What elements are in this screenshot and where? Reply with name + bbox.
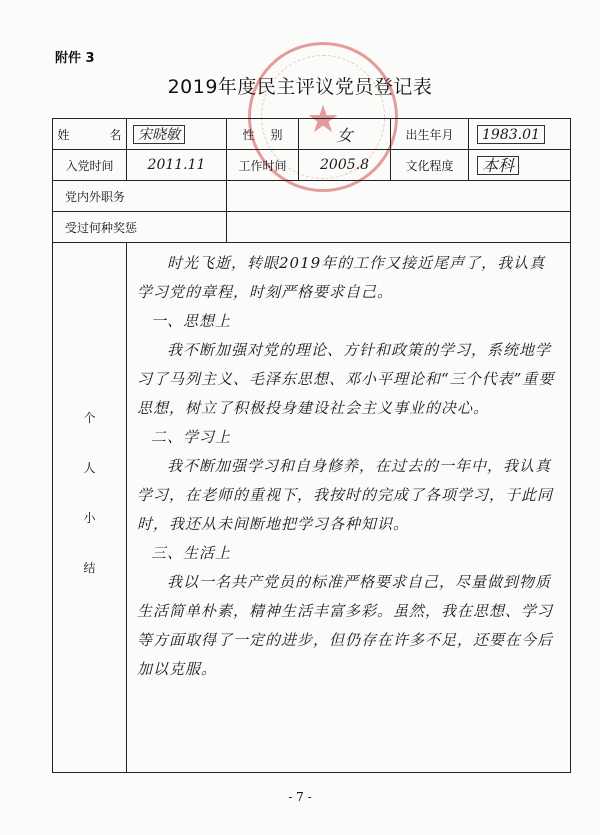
gender-value: 女 [336, 125, 353, 145]
registration-form [52, 118, 571, 773]
positions-label: 党内外职务 [65, 189, 126, 204]
positions-value-cell[interactable] [227, 181, 571, 212]
page-title: 2019年度民主评议党员登记表 [167, 76, 433, 98]
work-label-cell [227, 150, 299, 181]
form-row-positions [53, 181, 571, 212]
summary-label-char: 个 [83, 410, 96, 425]
summary-paragraph: 我不断加强对党的理论、方针和政策的学习，系统地学习了马列主义、毛泽东思想、邓小平理论和“三个代表”重要思想，树立了积极投身建设社会主义事业的决心。 [137, 341, 555, 417]
edu-label-cell [391, 150, 469, 181]
work-value-cell[interactable] [299, 150, 391, 181]
summary-heading: 三、生活上 [151, 544, 232, 562]
positions-label-cell [53, 181, 227, 212]
name-value-cell[interactable] [127, 119, 227, 150]
gender-value-cell[interactable] [299, 119, 391, 150]
seal-star-icon: ★ [305, 97, 341, 141]
form-row-basic [53, 119, 571, 150]
attachment-label: 附件 3 [55, 51, 95, 66]
summary-heading: 一、思想上 [151, 312, 232, 330]
birth-value-cell[interactable] [469, 119, 571, 150]
join-value: 2011.11 [147, 157, 206, 173]
summary-label-cell [53, 243, 127, 773]
join-label-cell [53, 150, 127, 181]
name-label: 姓名 [57, 127, 122, 142]
gender-label: 性别 [242, 127, 283, 142]
birth-label-cell [391, 119, 469, 150]
awards-label: 受过何种奖惩 [65, 220, 138, 235]
summary-heading: 二、学习上 [151, 428, 232, 446]
edu-value-cell[interactable] [469, 150, 571, 181]
page-number: - 7 - [288, 790, 312, 804]
summary-paragraph: 我不断加强学习和自身修养，在过去的一年中，我认真学习，在老师的重视下，我按时的完成了各项学习，于此同时，我还从未间断地把学习各种知识。 [137, 457, 554, 533]
form-row-awards [53, 212, 571, 243]
birth-label: 出生年月 [405, 127, 454, 142]
form-row-dates [53, 150, 571, 181]
awards-label-cell [53, 212, 227, 243]
name-value: 宋晓敏 [133, 125, 185, 144]
work-value: 2005.8 [320, 157, 369, 173]
edu-value: 本科 [477, 156, 519, 175]
name-label-cell [53, 119, 127, 150]
summary-label-char: 结 [83, 560, 96, 575]
summary-text-cell[interactable] [127, 243, 571, 773]
summary-label-char: 人 [83, 460, 96, 475]
awards-value-cell[interactable] [227, 212, 571, 243]
join-value-cell[interactable] [127, 150, 227, 181]
join-label: 入党时间 [65, 158, 114, 173]
edu-label: 文化程度 [405, 158, 454, 173]
form-row-summary [53, 243, 571, 773]
summary-label-char: 小 [83, 510, 96, 525]
birth-value: 1983.01 [477, 125, 545, 144]
work-label: 工作时间 [238, 158, 287, 173]
summary-paragraph: 我以一名共产党员的标准严格要求自己，尽量做到物质生活简单朴素，精神生活丰富多彩。虽然，我在思想、学习等方面取得了一定的进步，但仍存在许多不足，还要在今后加以克服。 [137, 573, 554, 678]
gender-label-cell [227, 119, 299, 150]
summary-paragraph: 时光飞逝，转眼2019年的工作又接近尾声了，我认真学习党的章程，时刻严格要求自己。 [137, 254, 546, 301]
